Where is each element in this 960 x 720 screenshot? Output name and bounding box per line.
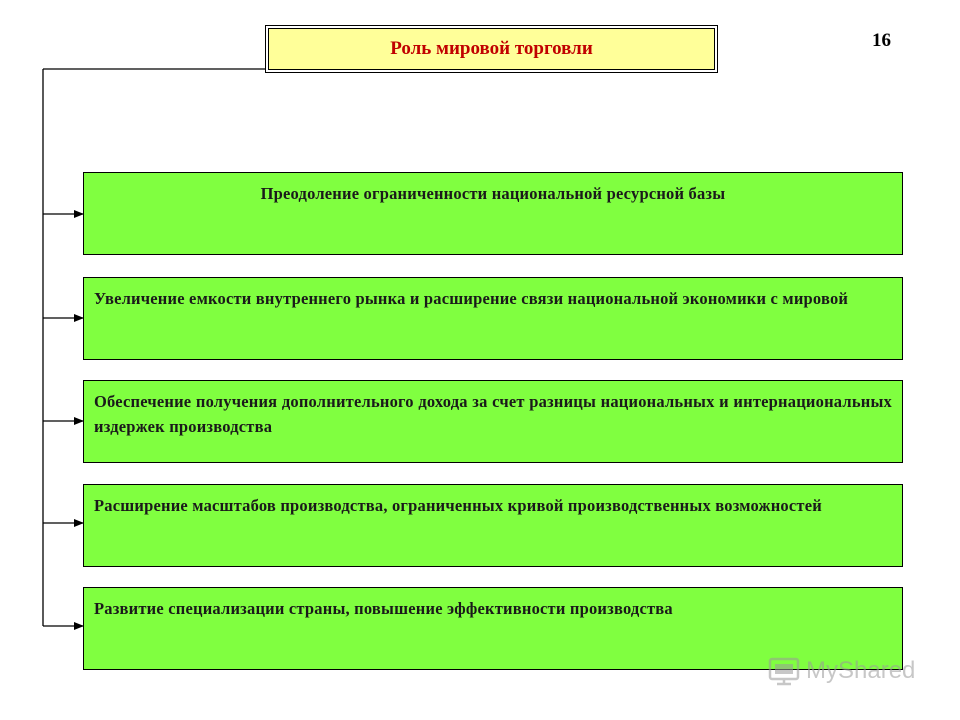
watermark [768,656,915,686]
role-item-3 [83,380,903,463]
role-item-5-text: Развитие специализации страны, повышение эффективности производства [94,599,673,618]
role-item-3-text: Обеспечение получения дополнительного дохода за счет разницы национальных и интернациональных издержек производства [94,392,892,436]
page-number: 16 [872,30,891,51]
role-item-4 [83,484,903,567]
role-item-4-text: Расширение масштабов производства, ограниченных кривой производственных возможностей [94,496,822,515]
role-item-2-text: Увеличение емкости внутреннего рынка и расширение связи национальной экономики с мировой [94,289,849,308]
role-item-2 [83,277,903,360]
watermark-logo-icon [768,656,802,686]
role-item-1 [83,172,903,255]
watermark-text: MyShared [806,657,916,684]
diagram-title-text: Роль мировой торговли [390,38,593,59]
role-item-1-text: Преодоление ограниченности национальной ресурсной базы [260,184,726,203]
